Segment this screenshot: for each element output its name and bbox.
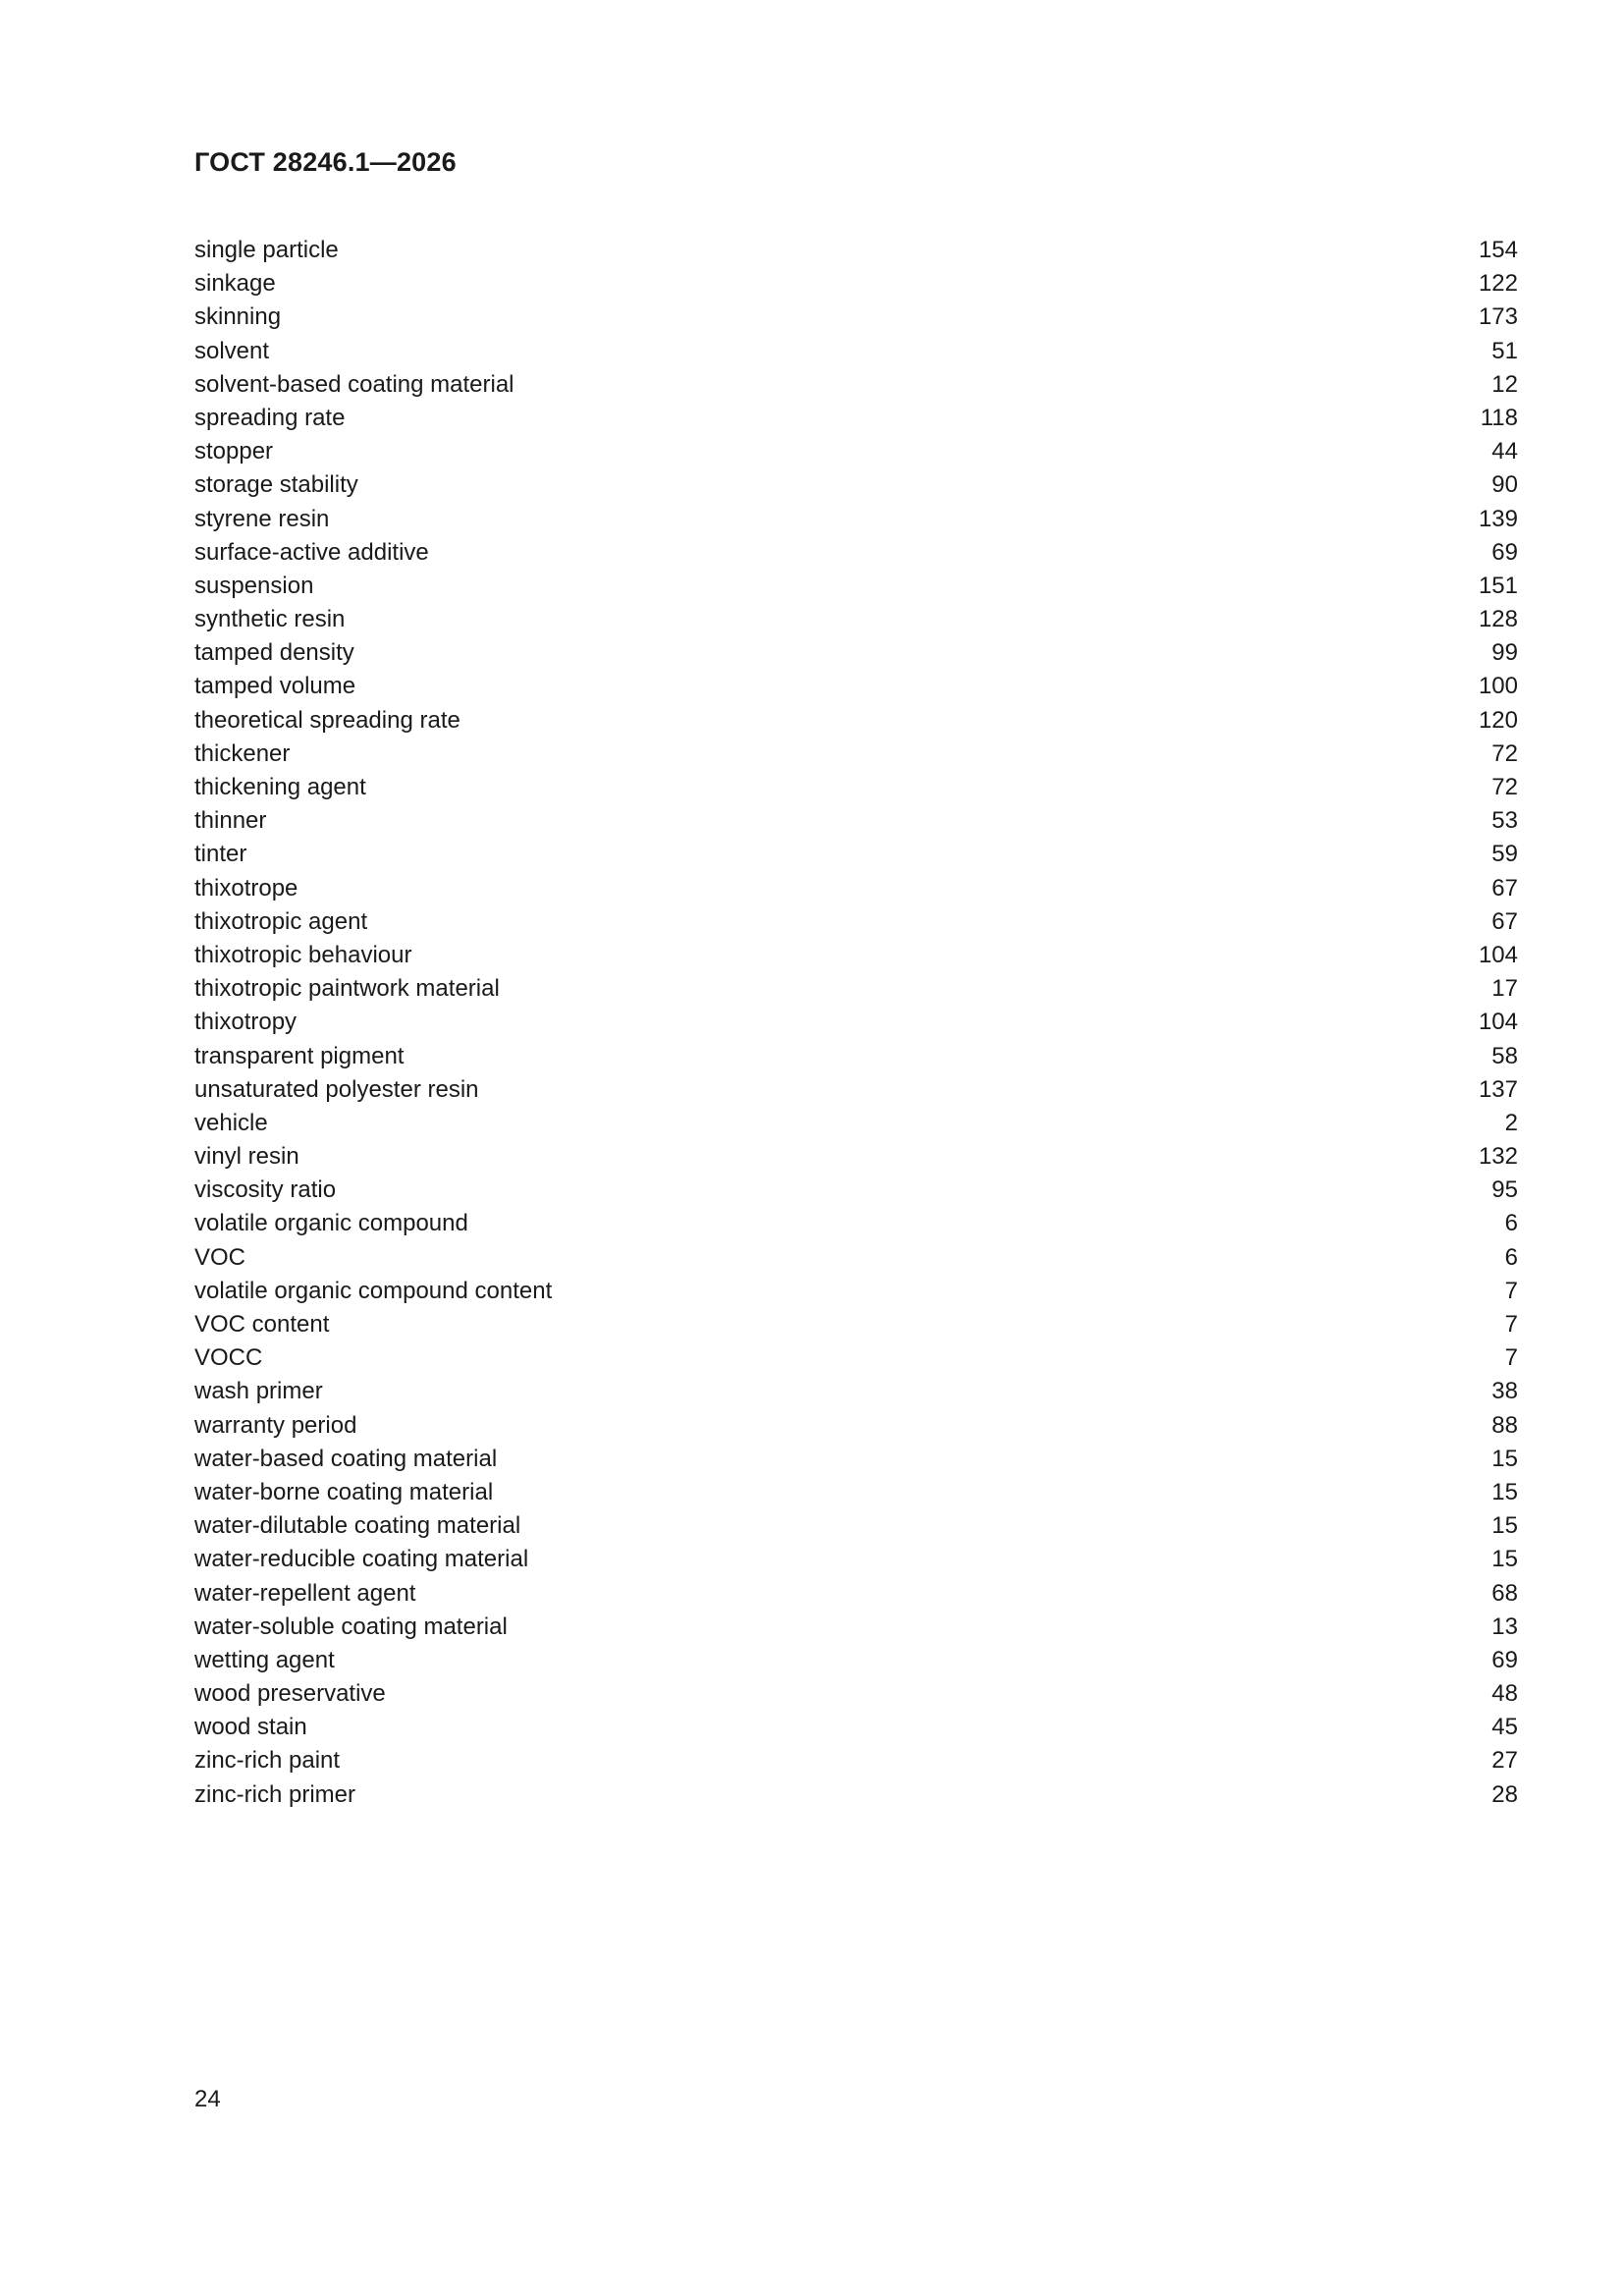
index-term-number: 104	[1478, 941, 1518, 968]
index-term: wood stain	[194, 1714, 307, 1741]
index-entry	[194, 738, 1518, 771]
index-entry	[194, 704, 1518, 738]
index-term: VOC	[194, 1243, 246, 1271]
index-term-number: 151	[1478, 572, 1518, 599]
index-entry	[194, 368, 1518, 402]
index-term: wash primer	[194, 1378, 323, 1405]
index-term: thickening agent	[194, 774, 366, 800]
index-entry	[194, 1375, 1518, 1408]
index-term-number: 6	[1504, 1210, 1518, 1237]
index-term: stopper	[194, 438, 274, 465]
index-term: tinter	[194, 841, 247, 868]
index-term-number: 38	[1491, 1378, 1518, 1405]
index-entry	[194, 1174, 1518, 1207]
document-header: ГОСТ 28246.1—2026	[194, 147, 457, 177]
index-entry	[194, 335, 1518, 368]
index-term: spreading rate	[194, 404, 346, 431]
index-term: thixotropic behaviour	[194, 941, 412, 968]
index-entry	[194, 1409, 1518, 1443]
index-term: thixotropic agent	[194, 907, 368, 935]
index-entry	[194, 1140, 1518, 1174]
index-entry	[194, 536, 1518, 570]
index-term-number: 58	[1491, 1042, 1518, 1069]
index-entry	[194, 234, 1518, 267]
index-term-number: 90	[1491, 471, 1518, 499]
index-term-number: 59	[1491, 841, 1518, 868]
index-term-number: 72	[1491, 774, 1518, 800]
index-term: volatile organic compound content	[194, 1277, 553, 1304]
index-entry	[194, 1778, 1518, 1812]
index-entry	[194, 838, 1518, 871]
index-entry	[194, 972, 1518, 1006]
alphabetical-index	[194, 234, 1518, 1812]
index-term: skinning	[194, 303, 282, 331]
index-term-number: 7	[1504, 1311, 1518, 1338]
index-term-number: 104	[1478, 1009, 1518, 1036]
index-entry	[194, 1006, 1518, 1039]
index-term-number: 51	[1491, 337, 1518, 364]
index-term: transparent pigment	[194, 1042, 405, 1069]
index-term: solvent-based coating material	[194, 370, 514, 398]
index-term-number: 7	[1504, 1344, 1518, 1372]
index-term: water-repellent agent	[194, 1579, 416, 1607]
index-term-number: 118	[1480, 404, 1518, 431]
index-term-number: 6	[1504, 1243, 1518, 1271]
index-term: water-based coating material	[194, 1445, 498, 1472]
index-entry	[194, 1677, 1518, 1711]
index-entry	[194, 1543, 1518, 1576]
index-term: thinner	[194, 807, 267, 835]
index-entry	[194, 1107, 1518, 1140]
index-entry	[194, 1611, 1518, 1644]
index-entry	[194, 636, 1518, 670]
index-term: styrene resin	[194, 505, 330, 532]
index-term: zinc-rich primer	[194, 1780, 356, 1808]
index-term-number: 173	[1478, 303, 1518, 331]
index-term: vinyl resin	[194, 1143, 299, 1171]
index-term-number: 122	[1478, 270, 1518, 298]
index-term: single particle	[194, 237, 339, 263]
index-term-number: 67	[1491, 907, 1518, 935]
index-term-number: 128	[1478, 606, 1518, 633]
index-term: unsaturated polyester resin	[194, 1075, 479, 1103]
index-term: thixotropic paintwork material	[194, 975, 500, 1003]
index-term: storage stability	[194, 471, 358, 499]
index-term: surface-active additive	[194, 538, 429, 566]
index-term-number: 120	[1478, 706, 1518, 734]
index-entry	[194, 603, 1518, 636]
index-entry	[194, 939, 1518, 972]
index-entry	[194, 1476, 1518, 1509]
index-entry	[194, 1040, 1518, 1073]
index-term: water-borne coating material	[194, 1478, 494, 1505]
index-term-number: 17	[1491, 975, 1518, 1003]
index-term: wetting agent	[194, 1646, 335, 1673]
index-term: tamped density	[194, 639, 354, 667]
index-entry	[194, 1341, 1518, 1375]
index-term: suspension	[194, 572, 314, 599]
index-term: water-dilutable coating material	[194, 1512, 521, 1540]
index-entry	[194, 301, 1518, 334]
index-entry	[194, 1443, 1518, 1476]
index-term-number: 69	[1491, 1646, 1518, 1673]
index-term-number: 53	[1491, 807, 1518, 835]
index-term-number: 95	[1491, 1176, 1518, 1204]
index-term-number: 132	[1478, 1143, 1518, 1171]
index-term: solvent	[194, 337, 270, 364]
index-term-number: 69	[1491, 538, 1518, 566]
index-entry	[194, 872, 1518, 905]
index-term: thickener	[194, 739, 291, 767]
index-term-number: 100	[1478, 673, 1518, 700]
index-entry	[194, 804, 1518, 838]
index-term: VOC content	[194, 1311, 330, 1338]
index-term: vehicle	[194, 1109, 268, 1136]
index-term: viscosity ratio	[194, 1176, 337, 1204]
index-term: tamped volume	[194, 673, 356, 700]
index-term: thixotrope	[194, 874, 298, 902]
index-term-number: 68	[1491, 1579, 1518, 1607]
index-term: thixotropy	[194, 1009, 298, 1036]
index-term-number: 139	[1478, 505, 1518, 532]
index-term: zinc-rich paint	[194, 1747, 341, 1775]
index-term-number: 12	[1491, 370, 1518, 398]
index-term: VOCC	[194, 1344, 263, 1372]
index-term-number: 48	[1491, 1680, 1518, 1708]
index-term-number: 45	[1491, 1714, 1518, 1741]
index-term-number: 88	[1491, 1411, 1518, 1439]
index-term-number: 137	[1478, 1075, 1518, 1103]
index-entry	[194, 771, 1518, 804]
index-entry	[194, 1711, 1518, 1744]
page-number: 24	[194, 2086, 221, 2112]
index-term-number: 44	[1491, 438, 1518, 465]
index-term: water-reducible coating material	[194, 1546, 529, 1573]
index-term-number: 72	[1491, 739, 1518, 767]
index-entry	[194, 1509, 1518, 1543]
index-entry	[194, 1744, 1518, 1777]
index-term-number: 27	[1491, 1747, 1518, 1775]
index-entry	[194, 267, 1518, 301]
index-term-number: 28	[1491, 1780, 1518, 1808]
index-term: warranty period	[194, 1411, 357, 1439]
index-entry	[194, 1207, 1518, 1240]
index-term-number: 2	[1504, 1109, 1518, 1136]
index-entry	[194, 1241, 1518, 1275]
index-term: sinkage	[194, 270, 276, 298]
index-term-number: 67	[1491, 874, 1518, 902]
index-term: water-soluble coating material	[194, 1613, 508, 1640]
index-entry	[194, 1073, 1518, 1107]
index-term: wood preservative	[194, 1680, 386, 1708]
index-term-number: 7	[1504, 1277, 1518, 1304]
index-entry	[194, 570, 1518, 603]
index-term-number: 13	[1491, 1613, 1518, 1640]
index-entry	[194, 905, 1518, 939]
index-entry	[194, 468, 1518, 502]
index-entry	[194, 503, 1518, 536]
index-entry	[194, 435, 1518, 468]
index-term: theoretical spreading rate	[194, 706, 460, 734]
index-term-number: 99	[1491, 639, 1518, 667]
index-entry	[194, 402, 1518, 435]
index-term-number: 15	[1491, 1478, 1518, 1505]
index-term: synthetic resin	[194, 606, 346, 633]
index-entry	[194, 1275, 1518, 1308]
index-entry	[194, 670, 1518, 703]
index-term-number: 15	[1491, 1445, 1518, 1472]
index-entry	[194, 1644, 1518, 1677]
index-term-number: 15	[1491, 1512, 1518, 1540]
index-entry	[194, 1308, 1518, 1341]
index-term: volatile organic compound	[194, 1210, 468, 1237]
index-term-number: 154	[1478, 237, 1518, 263]
index-entry	[194, 1577, 1518, 1611]
index-term-number: 15	[1491, 1546, 1518, 1573]
